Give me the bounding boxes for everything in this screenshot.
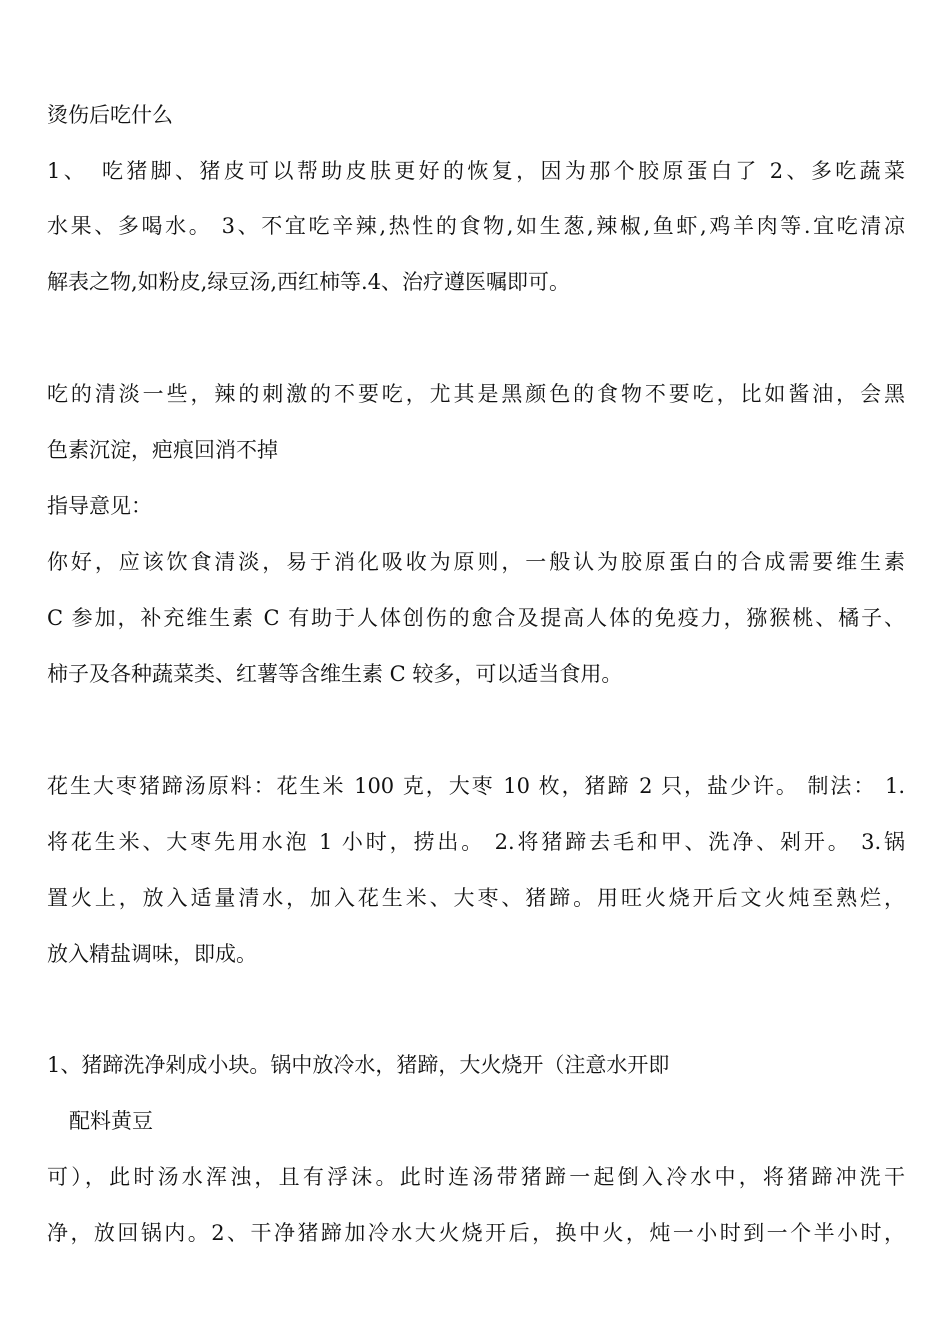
text-line: 解表之物,如粉皮,绿豆汤,西红柿等.4、治疗遵医嘱即可。 bbox=[47, 270, 571, 294]
text-line: 1、猪蹄洗净剁成小块。锅中放冷水，猪蹄，大火烧开（注意水开即 bbox=[47, 1053, 670, 1077]
text-line: 水果、多喝水。 3、不宜吃辛辣,热性的食物,如生葱,辣椒,鱼虾,鸡羊肉等.宜吃清凉 bbox=[47, 214, 905, 238]
text-line: 1、 吃猪脚、猪皮可以帮助皮肤更好的恢复，因为那个胶原蛋白了 2、多吃蔬菜 bbox=[47, 159, 905, 183]
text-line: 净，放回锅内。2、干净猪蹄加冷水大火烧开后，换中火，炖一小时到一个半小时， bbox=[47, 1221, 905, 1245]
section-heading: 指导意见： bbox=[47, 494, 152, 518]
text-line: 可），此时汤水浑浊，且有浮沫。此时连汤带猪蹄一起倒入冷水中，将猪蹄冲洗干 bbox=[47, 1165, 905, 1189]
text-line: 色素沉淀，疤痕回消不掉 bbox=[47, 438, 278, 462]
text-line: 吃的清淡一些，辣的刺激的不要吃，尤其是黑颜色的食物不要吃，比如酱油，会黑 bbox=[47, 382, 905, 406]
text-line: 花生大枣猪蹄汤原料：花生米 100 克，大枣 10 枚，猪蹄 2 只，盐少许。 制法： 1. bbox=[47, 774, 905, 798]
text-line: 配料黄豆 bbox=[69, 1109, 153, 1133]
text-line: 柿子及各种蔬菜类、红薯等含维生素 C 较多，可以适当食用。 bbox=[47, 662, 623, 686]
text-line: 放入精盐调味，即成。 bbox=[47, 942, 257, 966]
text-line: 将花生米、大枣先用水泡 1 小时，捞出。 2.将猪蹄去毛和甲、洗净、剁开。 3.锅 bbox=[47, 830, 905, 854]
text-line: 置火上，放入适量清水，加入花生米、大枣、猪蹄。用旺火烧开后文火炖至熟烂， bbox=[47, 886, 905, 910]
text-line: C 参加，补充维生素 C 有助于人体创伤的愈合及提高人体的免疫力，猕猴桃、橘子、 bbox=[47, 606, 905, 630]
document-title: 烫伤后吃什么 bbox=[47, 103, 173, 127]
text-line: 你好，应该饮食清淡，易于消化吸收为原则，一般认为胶原蛋白的合成需要维生素 bbox=[47, 550, 905, 574]
